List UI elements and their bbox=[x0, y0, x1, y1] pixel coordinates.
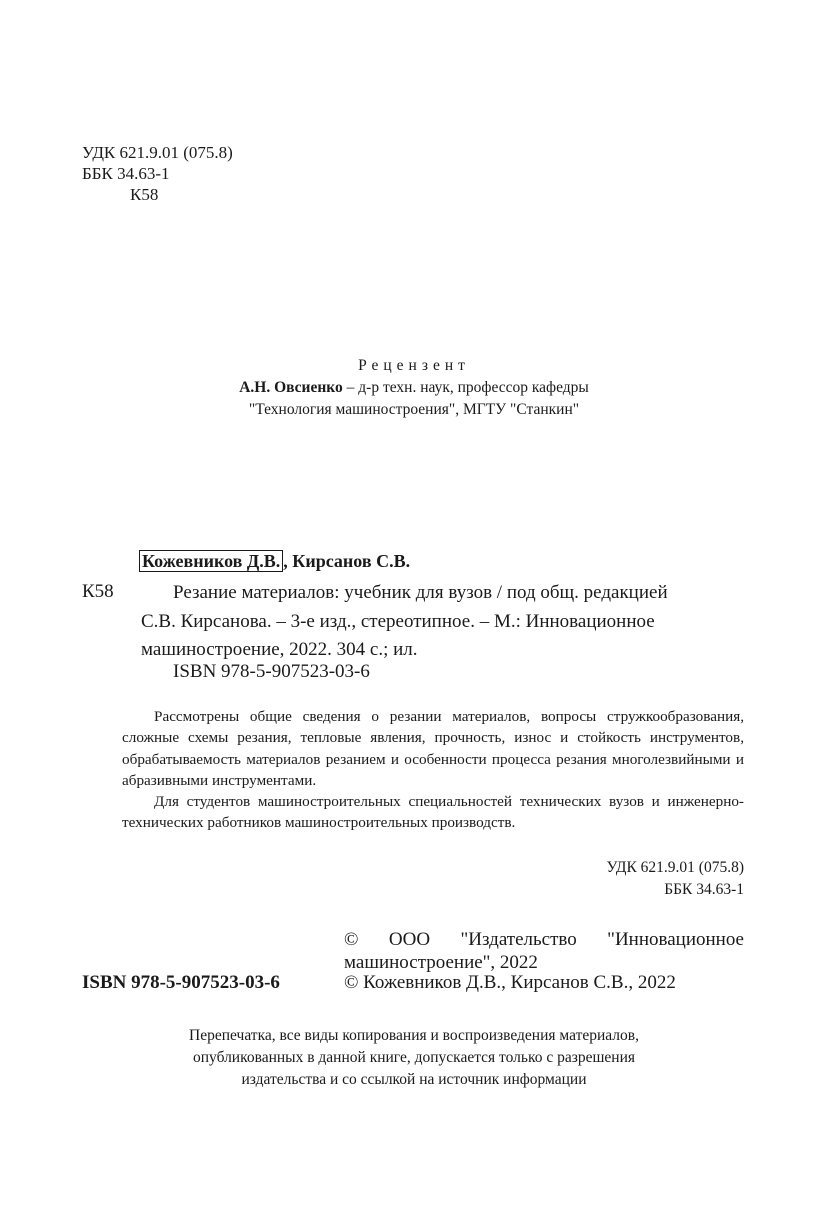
authors-line bbox=[139, 551, 410, 572]
author-primary: Кожевников Д.В. bbox=[139, 550, 283, 572]
copyright-authors: © Кожевников Д.В., Кирсанов С.В., 2022 bbox=[344, 972, 676, 993]
reviewer-affiliation: "Технология машиностроения", МГТУ "Станкин" bbox=[248, 401, 580, 418]
isbn-inline: ISBN 978-5-907523-03-6 bbox=[173, 661, 370, 682]
reviewer-credentials: – д-р техн. наук, профессор кафедры bbox=[342, 379, 589, 396]
title-line-2: С.В. Кирсанова. – 3-е изд., стереотипное. – М.: Инновационное bbox=[141, 610, 655, 632]
bibliographic-author-mark: К58 bbox=[82, 581, 114, 602]
isbn-bottom: ISBN 978-5-907523-03-6 bbox=[82, 972, 280, 993]
bbk-code-bottom: ББК 34.63-1 bbox=[664, 881, 744, 898]
abstract bbox=[122, 706, 744, 834]
notice-line-1: Перепечатка, все виды копирования и воспроизведения материалов, bbox=[189, 1027, 639, 1044]
udk-code: УДК 621.9.01 (075.8) bbox=[82, 143, 233, 162]
top-classification-block bbox=[82, 142, 233, 205]
title-line-1: Резание материалов: учебник для вузов / под общ. редакцией bbox=[173, 582, 668, 603]
author-separator: , bbox=[283, 551, 288, 571]
abstract-paragraph-2: Для студентов машиностроительных специальностей технических вузов и инженерно-технических работников машиностроительных производств. bbox=[122, 793, 744, 832]
copyright-publisher: © ООО "Издательство "Инновационное машиностроение", 2022 bbox=[344, 929, 744, 973]
reviewer-line bbox=[0, 377, 828, 399]
udk-code-bottom: УДК 621.9.01 (075.8) bbox=[606, 859, 744, 876]
author-secondary: Кирсанов С.В. bbox=[287, 551, 411, 571]
abstract-paragraph-1: Рассмотрены общие сведения о резании материалов, вопросы стружкообразования, сложные схемы резания, тепловые явления, прочность, износ и стойкость инструментов, обрабатываемость материалов резанием и особенности процесса резания многолезвийными и абразивными инструментами. bbox=[122, 708, 744, 789]
author-mark: К58 bbox=[130, 185, 159, 204]
bbk-code: ББК 34.63-1 bbox=[82, 164, 170, 183]
bottom-classification-block bbox=[560, 857, 744, 901]
notice-line-2: опубликованных в данной книге, допускается только с разрешения bbox=[192, 1049, 636, 1066]
reprint-notice bbox=[0, 1025, 828, 1091]
bibliographic-description bbox=[141, 579, 744, 665]
notice-line-3: издательства и со ссылкой на источник информации bbox=[241, 1071, 587, 1088]
reviewer-block bbox=[0, 355, 828, 421]
title-line-3: машиностроение, 2022. 304 с.; ил. bbox=[141, 639, 418, 660]
reviewer-name: А.Н. Овсиенко bbox=[239, 379, 343, 396]
reviewer-heading: Рецензент bbox=[358, 357, 470, 374]
